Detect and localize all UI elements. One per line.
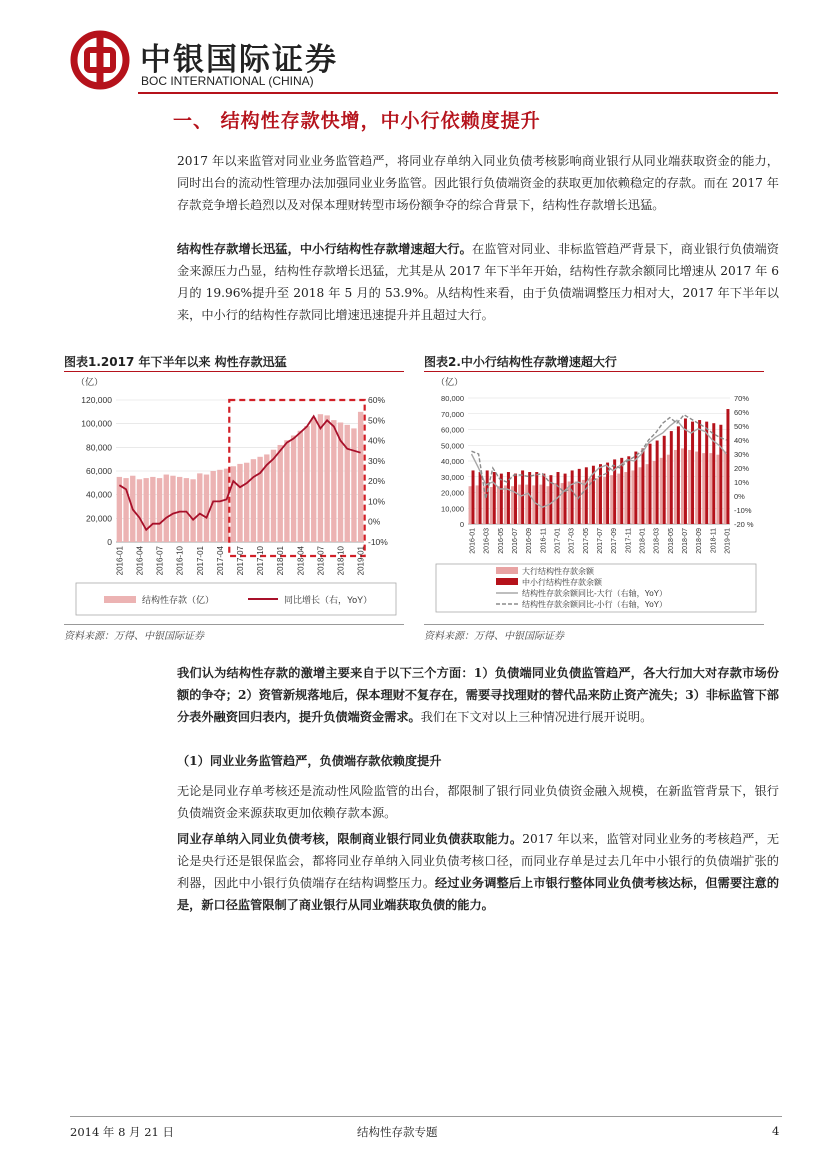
c2-y2-tick-label: -20 %: [734, 520, 754, 529]
c2-bar: [603, 477, 606, 524]
c2-bar: [525, 485, 528, 524]
c2-x-tick-label: 2018-03: [653, 528, 661, 554]
paragraph-reasons: [177, 662, 779, 728]
paragraph-text: 在监管对同业、非标监管趋严背景下，商业银行负债端资金来源压力凸显，结构性存款增长迅猛，尤其是从 2017 年下半年开始，结构性存款余额同比增速从 2017 年 6 月的 19.96%提升至 2018 年 5 月的 53.9%。从结构性来看，由于负债端调整压力相对大，2017 年下半年以来，中小行的结构性存款同比增速迅速提升并且超过大行。: [177, 242, 779, 322]
paragraph-text: 我们在下文对以上三种情况进行展开说明。: [420, 710, 653, 724]
c2-bar: [504, 485, 507, 524]
c2-y-tick-label: 20,000: [441, 488, 464, 498]
footer-topic: 结构性存款专题: [357, 1125, 438, 1139]
c2-bar: [532, 485, 535, 524]
c1-y2-tick-label: 20%: [368, 476, 386, 487]
c2-y2-tick-label: 20%: [734, 464, 750, 473]
c1-bar: [271, 450, 276, 542]
chart2-source: 资料来源：万得、中银国际证券: [424, 631, 564, 642]
c2-bar: [688, 450, 691, 524]
c2-bar: [539, 485, 542, 524]
c1-y-tick-label: 120,000: [81, 395, 112, 405]
c2-bar: [705, 422, 708, 524]
c2-bar: [674, 450, 677, 524]
c2-bar: [490, 487, 493, 524]
c1-bar: [150, 477, 155, 542]
paragraph-text: 无论是同业存单考核还是流动性风险监管的出台，都限制了银行同业负债资金融入规模，在新监管背景下，银行负债端资金来源获取更加依赖存款本源。: [177, 784, 779, 820]
footer-divider: [70, 1116, 782, 1117]
c1-bar: [157, 478, 162, 542]
c1-bar: [284, 440, 289, 542]
c2-bar: [476, 485, 479, 524]
c1-y-tick-label: 0: [107, 537, 112, 547]
subsection-title: （1）同业业务监管趋严，负债端存款依赖度提升: [177, 754, 442, 768]
c1-x-tick-label: 2017-10: [256, 546, 266, 576]
chart2-unit-label: （亿）: [436, 377, 464, 387]
header-divider: [138, 92, 778, 94]
c2-bar: [528, 472, 531, 524]
paragraph-interbank: [177, 828, 779, 916]
c2-bar: [663, 436, 666, 524]
c2-bar: [606, 463, 609, 524]
paragraph-intro: [177, 150, 779, 216]
c2-x-tick-label: 2016-03: [483, 528, 491, 554]
c1-bar: [351, 428, 356, 542]
c2-bar: [497, 486, 500, 524]
paragraph-lead: 同业存单纳入同业负债考核，限制商业银行同业负债获取能力。: [177, 832, 523, 846]
c1-bar: [291, 436, 296, 543]
c2-x-tick-label: 2017-07: [597, 528, 604, 554]
c1-bar: [324, 415, 329, 542]
c1-bar: [331, 420, 336, 542]
c2-bar: [479, 472, 482, 524]
c1-x-tick-label: 2017-04: [215, 546, 225, 576]
c2-bar: [719, 425, 722, 524]
c2-bar: [624, 472, 627, 524]
chart1-source: 资料来源：万得、中银国际证券: [64, 631, 204, 642]
c2-bar: [667, 455, 670, 524]
c1-y-tick-label: 60,000: [86, 466, 112, 476]
c2-bar: [627, 456, 630, 524]
c2-bar: [542, 474, 545, 524]
c1-x-tick-label: 2019-01: [356, 546, 366, 576]
footer-page-number: 4: [772, 1124, 780, 1138]
chart2-legend-swatch-small: [496, 578, 518, 585]
c2-bar: [599, 464, 602, 524]
c2-x-tick-label: 2018-01: [639, 528, 647, 554]
section-title: 一、 结构性存款快增，中小行依赖度提升: [173, 110, 541, 132]
c2-y2-tick-label: 40%: [734, 436, 750, 445]
c2-bar: [514, 474, 517, 524]
c2-x-tick-label: 2016-09: [526, 528, 534, 554]
c2-bar: [493, 472, 496, 524]
c1-y2-tick-label: 60%: [368, 395, 386, 405]
c2-bar: [634, 452, 637, 524]
c1-x-tick-label: 2016-04: [135, 546, 145, 576]
c2-x-tick-label: 2017-11: [625, 528, 633, 554]
c2-bar: [712, 423, 715, 524]
c2-bar: [585, 467, 588, 524]
boc-logo: [70, 30, 130, 90]
c2-bar: [582, 480, 585, 524]
c2-bar: [681, 448, 684, 524]
c2-bar: [702, 453, 705, 524]
c2-bar: [726, 409, 729, 524]
c2-y-tick-label: 30,000: [441, 472, 464, 482]
c1-x-tick-label: 2016-07: [155, 546, 165, 576]
c2-bar: [723, 452, 726, 524]
c1-bar: [164, 475, 169, 542]
c1-y2-tick-label: 40%: [368, 435, 386, 446]
c2-x-tick-label: 2017-05: [582, 528, 590, 554]
c1-bar: [318, 414, 323, 542]
c2-y2-tick-label: 70%: [734, 394, 750, 403]
c1-bar: [244, 463, 249, 542]
chart1-bottom-rule: [64, 624, 404, 625]
c2-bar: [469, 486, 472, 524]
c1-bar: [278, 445, 283, 542]
c1-x-tick-label: 2018-10: [336, 546, 346, 576]
chart1-legend-bar: 结构性存款（亿）: [142, 595, 215, 605]
chart1-unit-label: （亿）: [76, 377, 104, 387]
c2-x-tick-label: 2017-01: [554, 528, 562, 554]
c1-y2-tick-label: 10%: [368, 496, 386, 507]
paragraph-regulation: [177, 780, 779, 824]
c1-bar: [358, 412, 363, 542]
c2-bar: [535, 472, 538, 524]
c2-x-tick-label: 2018-11: [710, 528, 718, 554]
c2-bar: [649, 444, 652, 524]
c2-x-tick-label: 2018-07: [681, 528, 689, 554]
c2-bar: [564, 474, 567, 524]
c1-bar: [204, 475, 209, 542]
c2-y2-tick-label: 10%: [734, 478, 750, 487]
c1-bar: [177, 477, 182, 542]
c1-bar: [197, 473, 202, 542]
c2-y2-tick-label: 30%: [734, 450, 750, 459]
c2-y-tick-label: 60,000: [441, 425, 464, 435]
chart1-legend-line: 同比增长（右，YoY）: [284, 595, 373, 605]
c1-bar: [143, 478, 148, 542]
c2-bar: [472, 470, 475, 524]
c1-y2-tick-label: 50%: [368, 415, 386, 426]
c2-bar: [698, 420, 701, 524]
paragraph-lead: 我们认为结构性存款的激增主要来自于以下三个方面：1）负债端同业负债监管趋严，各大行加大对存款市场份额的争夺；2）资管新规落地后，保本理财不复存在，需要寻找理财的替代品来防止资产流失；3）非标监管下部分表外融资回归表内，提升负债端资金需求。: [177, 666, 779, 724]
chart1-title-rule: [64, 371, 404, 372]
c1-y2-tick-label: -10%: [368, 537, 388, 547]
c1-bar: [345, 425, 350, 542]
c1-x-tick-label: 2018-04: [296, 546, 306, 576]
c2-x-tick-label: 2018-05: [667, 528, 675, 554]
c2-x-tick-label: 2017-09: [611, 528, 619, 554]
c1-x-tick-label: 2018-01: [276, 546, 286, 576]
c1-bar: [311, 418, 316, 542]
c2-bar: [554, 483, 557, 524]
chart2-bottom-rule: [424, 624, 764, 625]
c1-bar: [190, 479, 195, 542]
c2-bar: [670, 431, 673, 524]
c2-bar: [575, 481, 578, 524]
c2-bar: [695, 452, 698, 524]
paragraph-lead: 结构性存款增长迅猛，中小行结构性存款增速超大行。: [177, 242, 472, 256]
c1-bar: [237, 464, 242, 542]
c1-x-tick-label: 2016-01: [115, 546, 125, 576]
c1-y2-tick-label: 0%: [368, 516, 381, 527]
c2-x-tick-label: 2017-03: [568, 528, 576, 554]
c1-x-tick-label: 2017-07: [236, 546, 245, 576]
c2-y2-tick-label: 0%: [734, 492, 745, 501]
c2-bar: [653, 461, 656, 524]
c2-bar: [660, 458, 663, 524]
c1-x-tick-label: 2018-07: [316, 546, 326, 576]
c2-y2-tick-label: -10%: [734, 506, 752, 515]
c2-y-tick-label: 40,000: [441, 457, 464, 466]
chart2-legend-swatch-big: [496, 567, 518, 574]
c2-bar: [716, 455, 719, 524]
c2-bar: [631, 470, 634, 524]
c2-x-tick-label: 2016-01: [469, 528, 477, 554]
chart2-legend-small: 中小行结构性存款余额: [522, 578, 602, 587]
c2-bar: [521, 470, 524, 524]
c2-x-tick-label: 2016-11: [540, 528, 548, 554]
chart2-title: 图表2.中小行结构性存款增速超大行: [424, 355, 617, 369]
brand-name-cn: 中银国际证券: [140, 42, 338, 78]
c1-y-tick-label: 40,000: [86, 489, 112, 500]
paragraph-growth: [177, 238, 779, 326]
c2-bar: [518, 485, 521, 524]
c2-x-tick-label: 2018-09: [696, 528, 704, 554]
paragraph-conclusion: 经过业务调整后上市银行整体同业负债考核达标，但需要注意的是，新口径监管限制了商业银行从同业端获取负债的能力。: [177, 876, 780, 912]
c1-x-tick-label: 2017-01: [195, 546, 205, 576]
c2-x-tick-label: 2019-01: [724, 528, 732, 554]
c1-bar: [251, 459, 256, 542]
paragraph-text: 2017 年以来，监管对同业业务的考核趋严，无论是央行还是银保监会，都将同业存单纳入同业负债考核口径，而同业存单是过去几年中小银行的负债端扩张的利器，因此中小银行负债端存在结构调整压力。: [177, 832, 780, 890]
c2-bar: [646, 464, 649, 524]
c1-bar: [298, 431, 303, 542]
c2-bar: [610, 475, 613, 524]
c2-bar: [617, 474, 620, 524]
chart1-legend-swatch-bar: [104, 596, 136, 603]
c1-y2-tick-label: 30%: [368, 455, 386, 466]
c1-bar: [217, 470, 222, 542]
c2-bar: [684, 418, 687, 524]
footer-date: 2014 年 8 月 21 日: [70, 1125, 174, 1139]
c1-x-tick-label: 2016-10: [175, 546, 185, 576]
paragraph-text: 2017 年以来监管对同业业务监管趋严，将同业存单纳入同业负债考核影响商业银行从同业端获取资金的能力，同时出台的流动性管理办法加强同业业务监管。因此银行负债端资金的获取更加依赖稳定的存款。而在 2017 年存款竞争增长趋烈以及对保本理财转型市场份额争夺的综合背景下，结构性存款增长迅猛。: [177, 154, 779, 212]
c2-bar: [500, 474, 503, 524]
c2-bar: [677, 426, 680, 524]
c2-x-tick-label: 2016-05: [497, 528, 505, 554]
chart2: [424, 374, 764, 624]
chart2-legend-big: 大行结构性存款余额: [522, 567, 594, 576]
c2-y-tick-label: 80,000: [441, 394, 464, 403]
c2-bar: [709, 453, 712, 524]
chart2-legend-small-yoy: 结构性存款余额同比-小行（右轴，YoY）: [522, 600, 668, 609]
c2-x-tick-label: 2016-07: [512, 528, 520, 554]
chart2-legend-big-yoy: 结构性存款余额同比-大行（右轴，YoY）: [522, 589, 668, 598]
c2-bar: [656, 441, 659, 524]
c2-bar: [571, 470, 574, 524]
c2-y2-tick-label: 50%: [734, 422, 750, 431]
c2-y-tick-label: 0: [459, 520, 464, 529]
chart2-title-rule: [424, 371, 764, 372]
c2-y-tick-label: 50,000: [441, 441, 464, 451]
c2-bar: [620, 458, 623, 524]
c1-y-tick-label: 80,000: [86, 442, 112, 453]
c2-bar: [596, 478, 599, 524]
chart1: [64, 374, 404, 624]
c2-bar: [641, 448, 644, 524]
c1-bar: [184, 478, 189, 542]
chart1-title: 图表1.2017 年下半年以来 构性存款迅猛: [64, 355, 287, 369]
brand-name-en: BOC INTERNATIONAL (CHINA): [141, 74, 314, 88]
c1-bar: [170, 476, 175, 542]
c2-y-tick-label: 10,000: [441, 504, 464, 514]
c1-bar: [137, 479, 142, 542]
c1-bar: [304, 426, 309, 542]
c2-bar: [691, 422, 694, 524]
c1-y-tick-label: 100,000: [81, 418, 112, 429]
c1-bar: [231, 466, 236, 542]
c2-bar: [639, 467, 642, 524]
c1-y-tick-label: 20,000: [86, 513, 112, 524]
c2-y2-tick-label: 60%: [734, 408, 750, 417]
c2-y-tick-label: 70,000: [441, 409, 464, 419]
